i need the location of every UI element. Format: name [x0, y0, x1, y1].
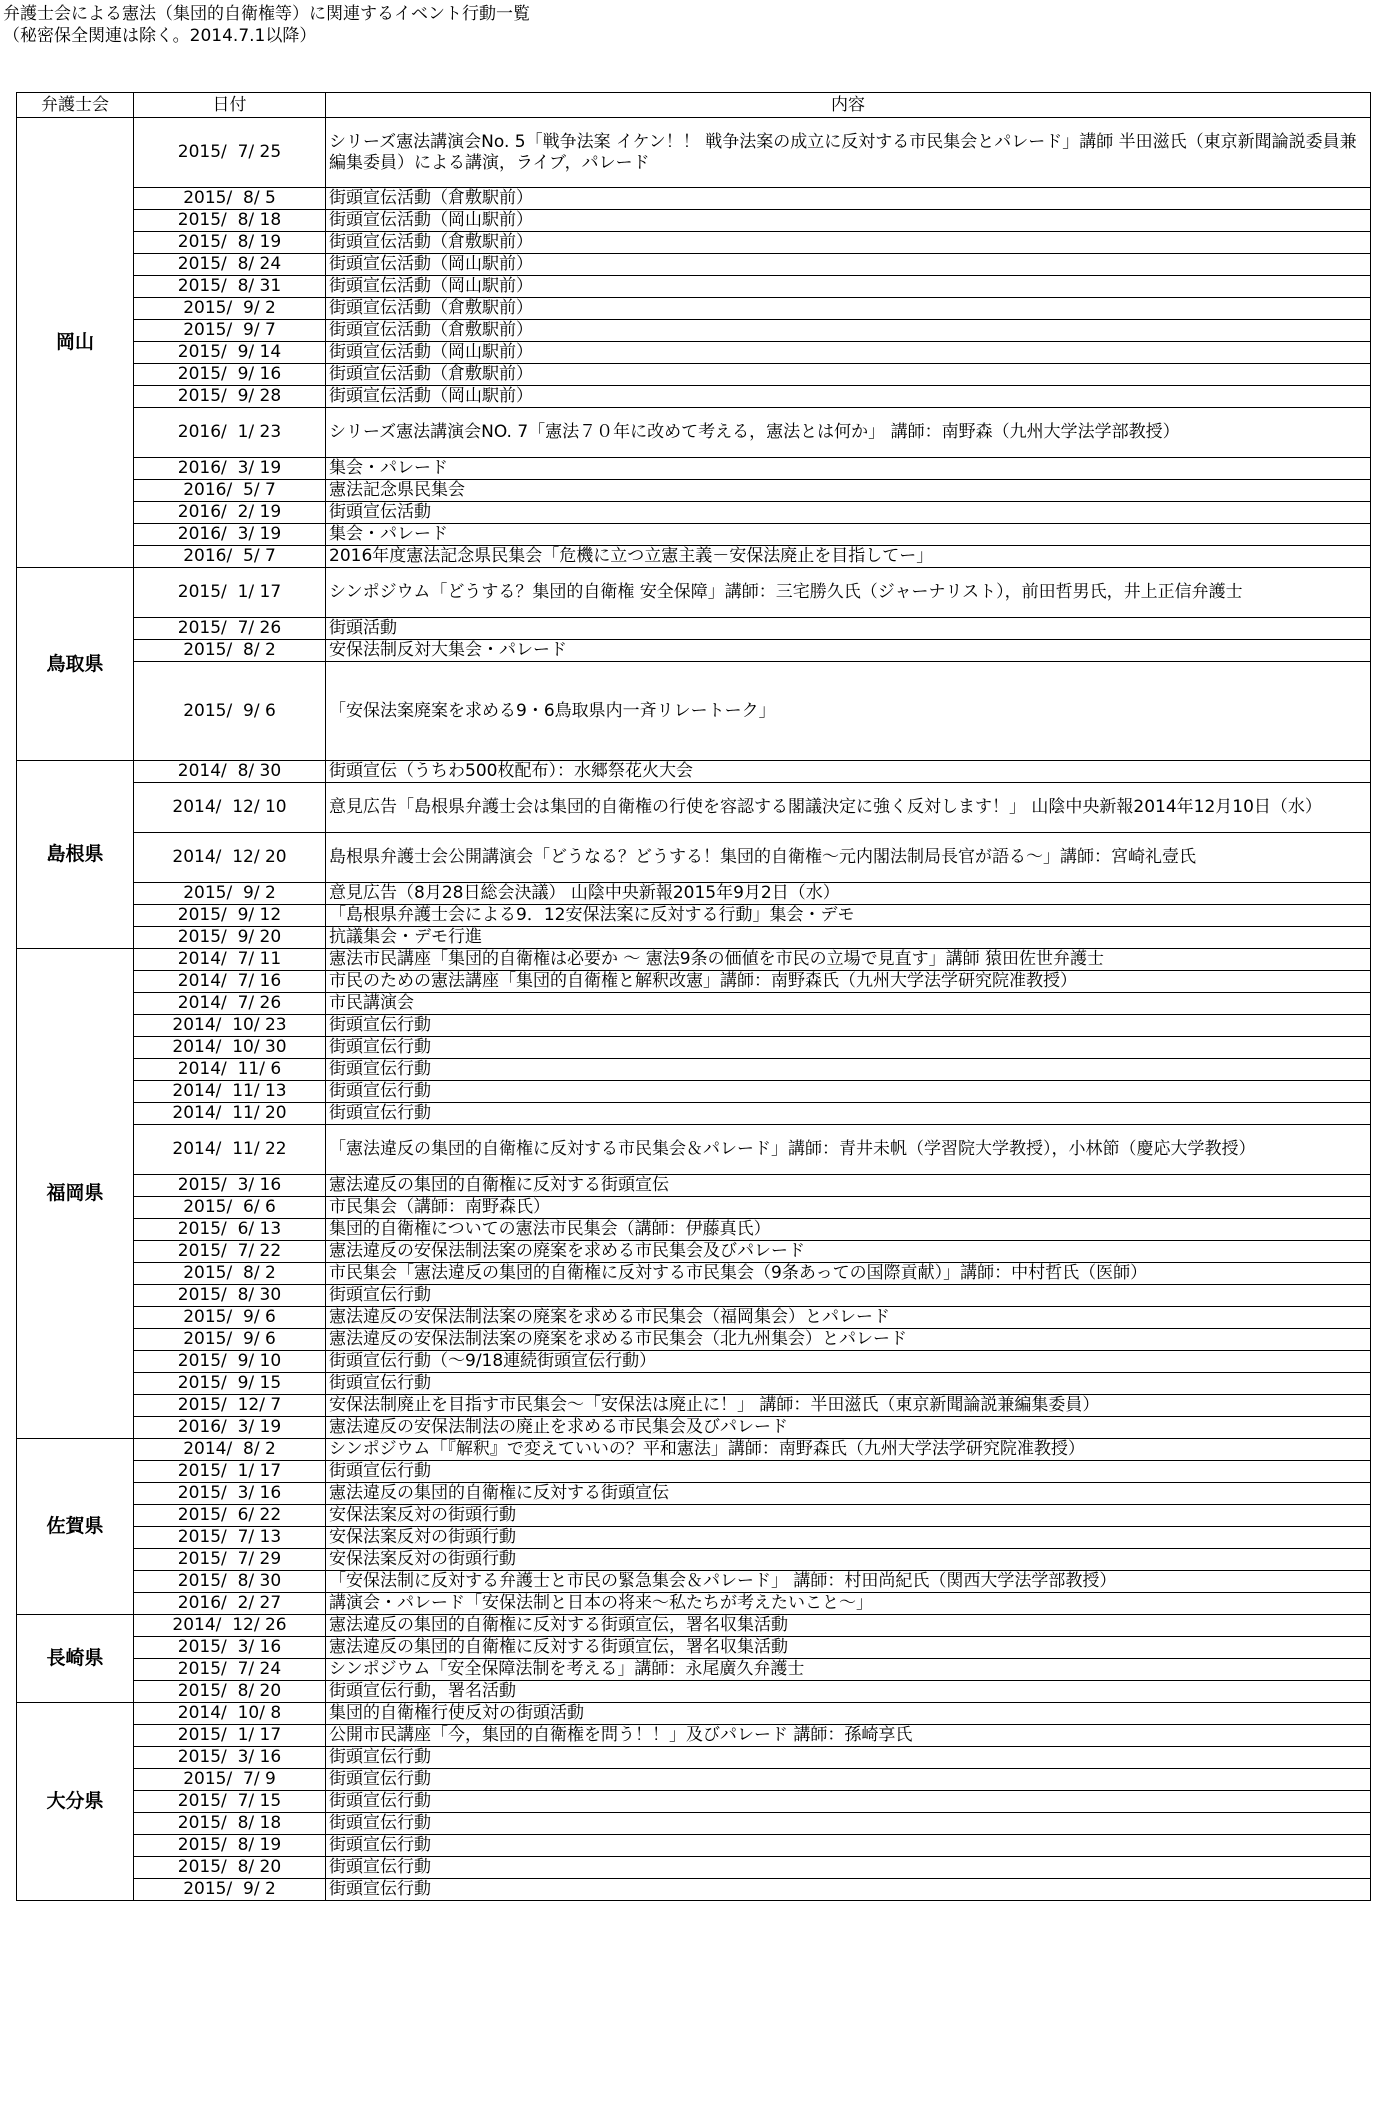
table-row [17, 1549, 1371, 1571]
date-cell: 2016/ 5/ 7 [134, 546, 326, 568]
content-cell: 街頭宣伝行動 [326, 1081, 1371, 1103]
table-row [17, 662, 1371, 761]
table-row [17, 1791, 1371, 1813]
content-cell: 街頭宣伝行動 [326, 1373, 1371, 1395]
table-row [17, 1703, 1371, 1725]
table-row [17, 298, 1371, 320]
content-cell: シンポジウム「安全保障法制を考える」講師：永尾廣久弁護士 [326, 1659, 1371, 1681]
content-cell: シリーズ憲法講演会No. 5「戦争法案 イケン！！ 戦争法案の成立に反対する市民集会とパレード」講師 半田滋氏（東京新聞論説委員兼編集委員）による講演，ライブ，パレード [326, 118, 1371, 188]
content-cell: 安保法制反対大集会・パレード [326, 640, 1371, 662]
content-cell: 憲法違反の安保法制法案の廃案を求める市民集会（北九州集会）とパレード [326, 1329, 1371, 1351]
content-cell: 市民のための憲法講座「集団的自衛権と解釈改憲」講師：南野森氏（九州大学法学研究院准教授） [326, 971, 1371, 993]
content-cell: 街頭宣伝活動（倉敷駅前） [326, 232, 1371, 254]
date-cell: 2015/ 7/ 22 [134, 1241, 326, 1263]
table-row [17, 1219, 1371, 1241]
date-cell: 2015/ 7/ 9 [134, 1769, 326, 1791]
content-cell: シンポジウム「『解釈』で変えていいの？平和憲法」講師：南野森氏（九州大学法学研究院准教授） [326, 1439, 1371, 1461]
table-row [17, 210, 1371, 232]
header-bar-association: 弁護士会 [17, 93, 134, 118]
table-row [17, 1461, 1371, 1483]
content-cell: 憲法違反の集団的自衛権に反対する街頭宣伝，署名収集活動 [326, 1615, 1371, 1637]
content-cell: 街頭宣伝行動 [326, 1037, 1371, 1059]
date-cell: 2015/ 7/ 15 [134, 1791, 326, 1813]
content-cell: 「安保法制に反対する弁護士と市民の緊急集会＆パレード」 講師：村田尚紀氏（関西大学法学部教授） [326, 1571, 1371, 1593]
header-content: 内容 [326, 93, 1371, 118]
table-row [17, 618, 1371, 640]
content-cell: 街頭宣伝行動（～9/18連続街頭宣伝行動） [326, 1351, 1371, 1373]
table-row [17, 1175, 1371, 1197]
content-cell: 街頭宣伝活動（岡山駅前） [326, 254, 1371, 276]
table-row [17, 232, 1371, 254]
table-row [17, 1879, 1371, 1901]
table-row [17, 1527, 1371, 1549]
table-row [17, 949, 1371, 971]
table-row [17, 320, 1371, 342]
date-cell: 2014/ 12/ 26 [134, 1615, 326, 1637]
content-cell: 2016年度憲法記念県民集会「危機に立つ立憲主義－安保法廃止を目指してー」 [326, 546, 1371, 568]
content-cell: 街頭宣伝活動（倉敷駅前） [326, 320, 1371, 342]
table-row [17, 364, 1371, 386]
date-cell: 2015/ 9/ 6 [134, 1329, 326, 1351]
date-cell: 2016/ 2/ 19 [134, 502, 326, 524]
content-cell: 街頭宣伝行動 [326, 1791, 1371, 1813]
content-cell: 意見広告「島根県弁護士会は集団的自衛権の行使を容認する閣議決定に強く反対します！」 山陰中央新報2014年12月10日（水） [326, 783, 1371, 833]
table-row [17, 1197, 1371, 1219]
content-cell: 街頭宣伝行動 [326, 1835, 1371, 1857]
content-cell: 憲法違反の安保法制法案の廃案を求める市民集会及びパレード [326, 1241, 1371, 1263]
page-subtitle: （秘密保全関連は除く。2014.7.1以降） [3, 26, 317, 46]
content-cell: 街頭宣伝行動 [326, 1059, 1371, 1081]
date-cell: 2015/ 7/ 13 [134, 1527, 326, 1549]
table-row [17, 1571, 1371, 1593]
bar-association-cell: 岡山 [17, 118, 134, 568]
date-cell: 2014/ 7/ 16 [134, 971, 326, 993]
date-cell: 2015/ 9/ 28 [134, 386, 326, 408]
table-row [17, 1659, 1371, 1681]
content-cell: 「憲法違反の集団的自衛権に反対する市民集会＆パレード」講師：青井未帆（学習院大学教授），小林節（慶応大学教授） [326, 1125, 1371, 1175]
bar-association-cell: 大分県 [17, 1703, 134, 1901]
date-cell: 2015/ 9/ 15 [134, 1373, 326, 1395]
date-cell: 2016/ 5/ 7 [134, 480, 326, 502]
date-cell: 2015/ 9/ 2 [134, 298, 326, 320]
date-cell: 2014/ 8/ 2 [134, 1439, 326, 1461]
content-cell: 街頭宣伝行動，署名活動 [326, 1681, 1371, 1703]
table-row [17, 1769, 1371, 1791]
date-cell: 2015/ 8/ 2 [134, 1263, 326, 1285]
table-row [17, 1351, 1371, 1373]
date-cell: 2015/ 8/ 18 [134, 210, 326, 232]
table-row [17, 188, 1371, 210]
date-cell: 2015/ 8/ 30 [134, 1285, 326, 1307]
content-cell: 憲法違反の集団的自衛権に反対する街頭宣伝，署名収集活動 [326, 1637, 1371, 1659]
content-cell: 集団的自衛権行使反対の街頭活動 [326, 1703, 1371, 1725]
content-cell: 街頭活動 [326, 618, 1371, 640]
date-cell: 2015/ 1/ 17 [134, 1461, 326, 1483]
date-cell: 2016/ 2/ 27 [134, 1593, 326, 1615]
date-cell: 2014/ 10/ 8 [134, 1703, 326, 1725]
date-cell: 2015/ 3/ 16 [134, 1483, 326, 1505]
table-row [17, 640, 1371, 662]
date-cell: 2015/ 6/ 6 [134, 1197, 326, 1219]
bar-association-cell: 佐賀県 [17, 1439, 134, 1615]
table-row [17, 1417, 1371, 1439]
table-row [17, 1813, 1371, 1835]
content-cell: 集団的自衛権についての憲法市民集会（講師：伊藤真氏） [326, 1219, 1371, 1241]
date-cell: 2015/ 7/ 25 [134, 118, 326, 188]
content-cell: 安保法案反対の街頭行動 [326, 1549, 1371, 1571]
date-cell: 2015/ 8/ 5 [134, 188, 326, 210]
date-cell: 2015/ 12/ 7 [134, 1395, 326, 1417]
date-cell: 2015/ 1/ 17 [134, 1725, 326, 1747]
date-cell: 2015/ 9/ 6 [134, 1307, 326, 1329]
content-cell: 街頭宣伝行動 [326, 1857, 1371, 1879]
date-cell: 2015/ 8/ 2 [134, 640, 326, 662]
content-cell: 街頭宣伝活動（倉敷駅前） [326, 364, 1371, 386]
bar-association-cell: 福岡県 [17, 949, 134, 1439]
table-row [17, 118, 1371, 188]
date-cell: 2015/ 7/ 26 [134, 618, 326, 640]
table-row [17, 1263, 1371, 1285]
table-row [17, 1857, 1371, 1879]
date-cell: 2015/ 8/ 20 [134, 1681, 326, 1703]
date-cell: 2015/ 9/ 12 [134, 905, 326, 927]
table-row [17, 1125, 1371, 1175]
table-row [17, 276, 1371, 298]
date-cell: 2015/ 3/ 16 [134, 1637, 326, 1659]
date-cell: 2015/ 9/ 14 [134, 342, 326, 364]
content-cell: 安保法案反対の街頭行動 [326, 1505, 1371, 1527]
content-cell: 憲法違反の安保法制法案の廃案を求める市民集会（福岡集会）とパレード [326, 1307, 1371, 1329]
content-cell: 街頭宣伝（うちわ500枚配布）：水郷祭花火大会 [326, 761, 1371, 783]
table-row [17, 1307, 1371, 1329]
bar-association-cell: 島根県 [17, 761, 134, 949]
content-cell: 抗議集会・デモ行進 [326, 927, 1371, 949]
table-row [17, 761, 1371, 783]
content-cell: 市民集会「憲法違反の集団的自衛権に反対する市民集会（9条あっての国際貢献）」講師：中村哲氏（医師） [326, 1263, 1371, 1285]
content-cell: シリーズ憲法講演会NO. 7「憲法７０年に改めて考える，憲法とは何か」 講師：南野森（九州大学法学部教授） [326, 408, 1371, 458]
date-cell: 2016/ 3/ 19 [134, 524, 326, 546]
table-row [17, 1059, 1371, 1081]
content-cell: 街頭宣伝行動 [326, 1769, 1371, 1791]
date-cell: 2014/ 7/ 26 [134, 993, 326, 1015]
content-cell: 街頭宣伝行動 [326, 1879, 1371, 1901]
content-cell: 意見広告（8月28日総会決議） 山陰中央新報2015年9月2日（水） [326, 883, 1371, 905]
content-cell: 街頭宣伝行動 [326, 1103, 1371, 1125]
table-row [17, 1241, 1371, 1263]
content-cell: 集会・パレード [326, 458, 1371, 480]
table-row [17, 480, 1371, 502]
date-cell: 2015/ 7/ 29 [134, 1549, 326, 1571]
content-cell: 憲法記念県民集会 [326, 480, 1371, 502]
date-cell: 2014/ 10/ 23 [134, 1015, 326, 1037]
table-row [17, 1285, 1371, 1307]
table-row [17, 1329, 1371, 1351]
content-cell: 市民講演会 [326, 993, 1371, 1015]
table-row [17, 568, 1371, 618]
bar-association-cell: 長崎県 [17, 1615, 134, 1703]
table-row [17, 1483, 1371, 1505]
content-cell: 街頭宣伝活動（岡山駅前） [326, 276, 1371, 298]
content-cell: 街頭宣伝活動（岡山駅前） [326, 342, 1371, 364]
table-row [17, 1395, 1371, 1417]
table-row [17, 1037, 1371, 1059]
date-cell: 2014/ 12/ 10 [134, 783, 326, 833]
content-cell: 「島根県弁護士会による9．12安保法案に反対する行動」集会・デモ [326, 905, 1371, 927]
content-cell: 公開市民講座「今，集団的自衛権を問う！！」及びパレード 講師：孫崎享氏 [326, 1725, 1371, 1747]
date-cell: 2015/ 8/ 20 [134, 1857, 326, 1879]
table-row [17, 883, 1371, 905]
date-cell: 2016/ 1/ 23 [134, 408, 326, 458]
date-cell: 2015/ 8/ 31 [134, 276, 326, 298]
date-cell: 2015/ 9/ 10 [134, 1351, 326, 1373]
date-cell: 2014/ 8/ 30 [134, 761, 326, 783]
table-row [17, 1593, 1371, 1615]
events-table-body [17, 118, 1371, 1901]
date-cell: 2014/ 10/ 30 [134, 1037, 326, 1059]
events-table [16, 92, 1371, 1901]
content-cell: 街頭宣伝行動 [326, 1813, 1371, 1835]
table-row [17, 971, 1371, 993]
date-cell: 2014/ 11/ 6 [134, 1059, 326, 1081]
date-cell: 2015/ 8/ 19 [134, 232, 326, 254]
date-cell: 2015/ 8/ 19 [134, 1835, 326, 1857]
date-cell: 2015/ 3/ 16 [134, 1175, 326, 1197]
date-cell: 2014/ 11/ 20 [134, 1103, 326, 1125]
date-cell: 2016/ 3/ 19 [134, 1417, 326, 1439]
table-row [17, 783, 1371, 833]
date-cell: 2015/ 9/ 2 [134, 883, 326, 905]
content-cell: 講演会・パレード「安保法制と日本の将来～私たちが考えたいこと～」 [326, 1593, 1371, 1615]
content-cell: 憲法違反の集団的自衛権に反対する街頭宣伝 [326, 1483, 1371, 1505]
content-cell: 街頭宣伝活動（倉敷駅前） [326, 298, 1371, 320]
table-row [17, 502, 1371, 524]
table-row [17, 927, 1371, 949]
content-cell: 街頭宣伝行動 [326, 1285, 1371, 1307]
table-row [17, 546, 1371, 568]
content-cell: 街頭宣伝活動 [326, 502, 1371, 524]
table-row [17, 1081, 1371, 1103]
content-cell: 島根県弁護士会公開講演会「どうなる？どうする！集団的自衛権～元内閣法制局長官が語る～」講師：宮崎礼壹氏 [326, 833, 1371, 883]
page-title: 弁護士会による憲法（集団的自衛権等）に関連するイベント行動一覧 [3, 4, 530, 24]
content-cell: 憲法市民講座「集団的自衛権は必要か ～ 憲法9条の価値を市民の立場で見直す」講師 猿田佐世弁護士 [326, 949, 1371, 971]
date-cell: 2014/ 7/ 11 [134, 949, 326, 971]
content-cell: 街頭宣伝行動 [326, 1747, 1371, 1769]
content-cell: 街頭宣伝活動（岡山駅前） [326, 210, 1371, 232]
table-row [17, 458, 1371, 480]
content-cell: 街頭宣伝活動（岡山駅前） [326, 386, 1371, 408]
content-cell: 憲法違反の集団的自衛権に反対する街頭宣伝 [326, 1175, 1371, 1197]
date-cell: 2015/ 8/ 24 [134, 254, 326, 276]
table-row [17, 1373, 1371, 1395]
table-row [17, 833, 1371, 883]
table-row [17, 1747, 1371, 1769]
table-header-row [17, 93, 1371, 118]
date-cell: 2016/ 3/ 19 [134, 458, 326, 480]
date-cell: 2015/ 6/ 13 [134, 1219, 326, 1241]
content-cell: 安保法制廃止を目指す市民集会～「安保法は廃止に！」 講師：半田滋氏（東京新聞論説兼編集委員） [326, 1395, 1371, 1417]
date-cell: 2015/ 7/ 24 [134, 1659, 326, 1681]
table-row [17, 524, 1371, 546]
content-cell: 市民集会（講師：南野森氏） [326, 1197, 1371, 1219]
content-cell: シンポジウム「どうする？集団的自衛権 安全保障」講師：三宅勝久氏（ジャーナリスト），前田哲男氏，井上正信弁護士 [326, 568, 1371, 618]
date-cell: 2015/ 9/ 16 [134, 364, 326, 386]
table-row [17, 408, 1371, 458]
date-cell: 2014/ 12/ 20 [134, 833, 326, 883]
table-row [17, 993, 1371, 1015]
table-row [17, 1505, 1371, 1527]
table-row [17, 1439, 1371, 1461]
table-row [17, 1681, 1371, 1703]
table-row [17, 905, 1371, 927]
table-row [17, 1015, 1371, 1037]
date-cell: 2015/ 8/ 30 [134, 1571, 326, 1593]
bar-association-cell: 鳥取県 [17, 568, 134, 761]
table-row [17, 1835, 1371, 1857]
content-cell: 集会・パレード [326, 524, 1371, 546]
table-row [17, 1725, 1371, 1747]
date-cell: 2015/ 9/ 2 [134, 1879, 326, 1901]
table-row [17, 342, 1371, 364]
table-row [17, 1637, 1371, 1659]
date-cell: 2014/ 11/ 22 [134, 1125, 326, 1175]
date-cell: 2015/ 6/ 22 [134, 1505, 326, 1527]
content-cell: 街頭宣伝行動 [326, 1461, 1371, 1483]
content-cell: 安保法案反対の街頭行動 [326, 1527, 1371, 1549]
content-cell: 憲法違反の安保法制法の廃止を求める市民集会及びパレード [326, 1417, 1371, 1439]
date-cell: 2015/ 9/ 20 [134, 927, 326, 949]
content-cell: 「安保法案廃案を求める9・6鳥取県内一斉リレートーク」 [326, 662, 1371, 761]
table-row [17, 254, 1371, 276]
table-row [17, 1103, 1371, 1125]
content-cell: 街頭宣伝活動（倉敷駅前） [326, 188, 1371, 210]
date-cell: 2015/ 9/ 6 [134, 662, 326, 761]
content-cell: 街頭宣伝行動 [326, 1015, 1371, 1037]
date-cell: 2015/ 9/ 7 [134, 320, 326, 342]
table-row [17, 1615, 1371, 1637]
table-row [17, 386, 1371, 408]
date-cell: 2015/ 3/ 16 [134, 1747, 326, 1769]
date-cell: 2014/ 11/ 13 [134, 1081, 326, 1103]
header-date: 日付 [134, 93, 326, 118]
date-cell: 2015/ 8/ 18 [134, 1813, 326, 1835]
date-cell: 2015/ 1/ 17 [134, 568, 326, 618]
